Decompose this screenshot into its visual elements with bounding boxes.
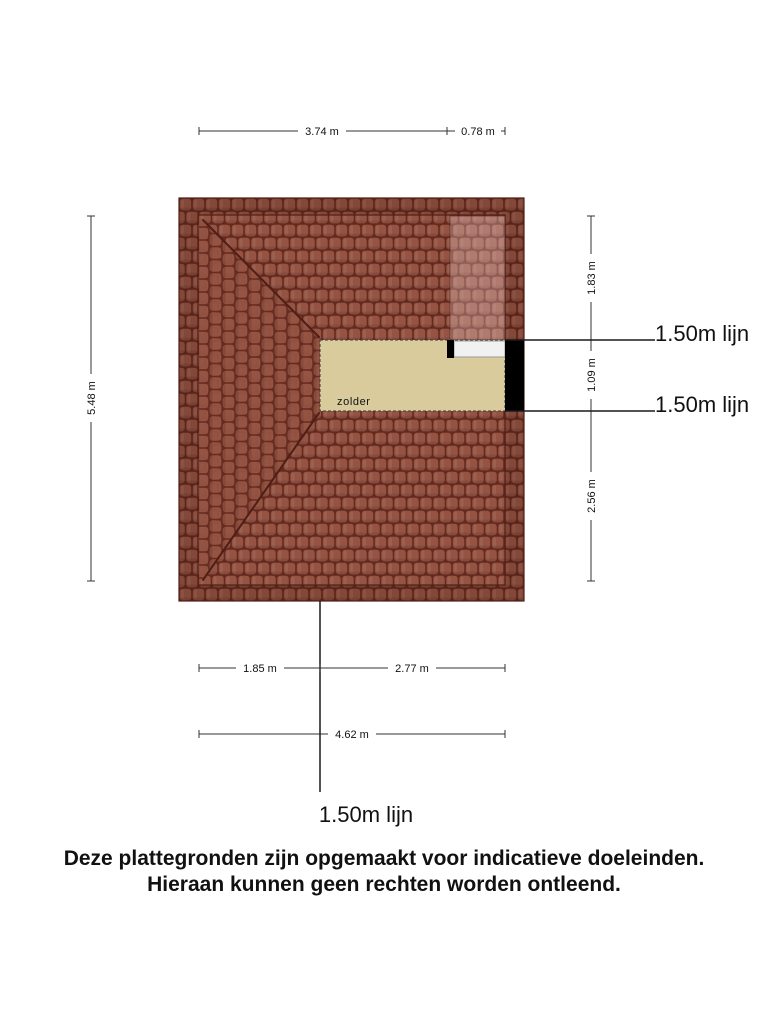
dimension-label: 1.09 m: [586, 358, 598, 392]
dimension-top: [199, 124, 505, 138]
stair-opening: [454, 341, 505, 357]
height-line-label: 1.50m lijn: [655, 321, 750, 346]
dimension-label: 2.77 m: [395, 663, 429, 675]
room-zolder: [320, 340, 524, 411]
room-label: zolder: [337, 396, 371, 408]
height-line-right-lower: [505, 392, 749, 417]
dormer-area: [450, 216, 505, 340]
dimension-label: 1.85 m: [243, 663, 277, 675]
dimension-label: 4.62 m: [335, 729, 369, 741]
wall-right: [505, 340, 524, 411]
dimension-label: 0.78 m: [461, 126, 495, 138]
dimension-bottom-labels: [236, 661, 436, 741]
disclaimer-line: Deze plattegronden zijn opgemaakt voor indicatieve doeleinden.: [63, 847, 705, 870]
height-line-label: 1.50m lijn: [655, 392, 750, 417]
height-line-bottom: [319, 601, 413, 827]
height-line-right-upper: [505, 321, 749, 346]
dimension-left: [84, 216, 98, 581]
dimension-label: 5.48 m: [86, 381, 98, 415]
dimension-right-labels: [584, 254, 598, 520]
disclaimer: [64, 847, 705, 896]
height-line-label: 1.50m lijn: [318, 802, 414, 827]
dimension-label: 1.83 m: [586, 261, 598, 295]
wall-post: [447, 340, 454, 358]
dimension-label: 2.56 m: [586, 479, 598, 513]
disclaimer-line: Hieraan kunnen geen rechten worden ontleend.: [147, 873, 621, 896]
dimension-label: 3.74 m: [305, 126, 339, 138]
